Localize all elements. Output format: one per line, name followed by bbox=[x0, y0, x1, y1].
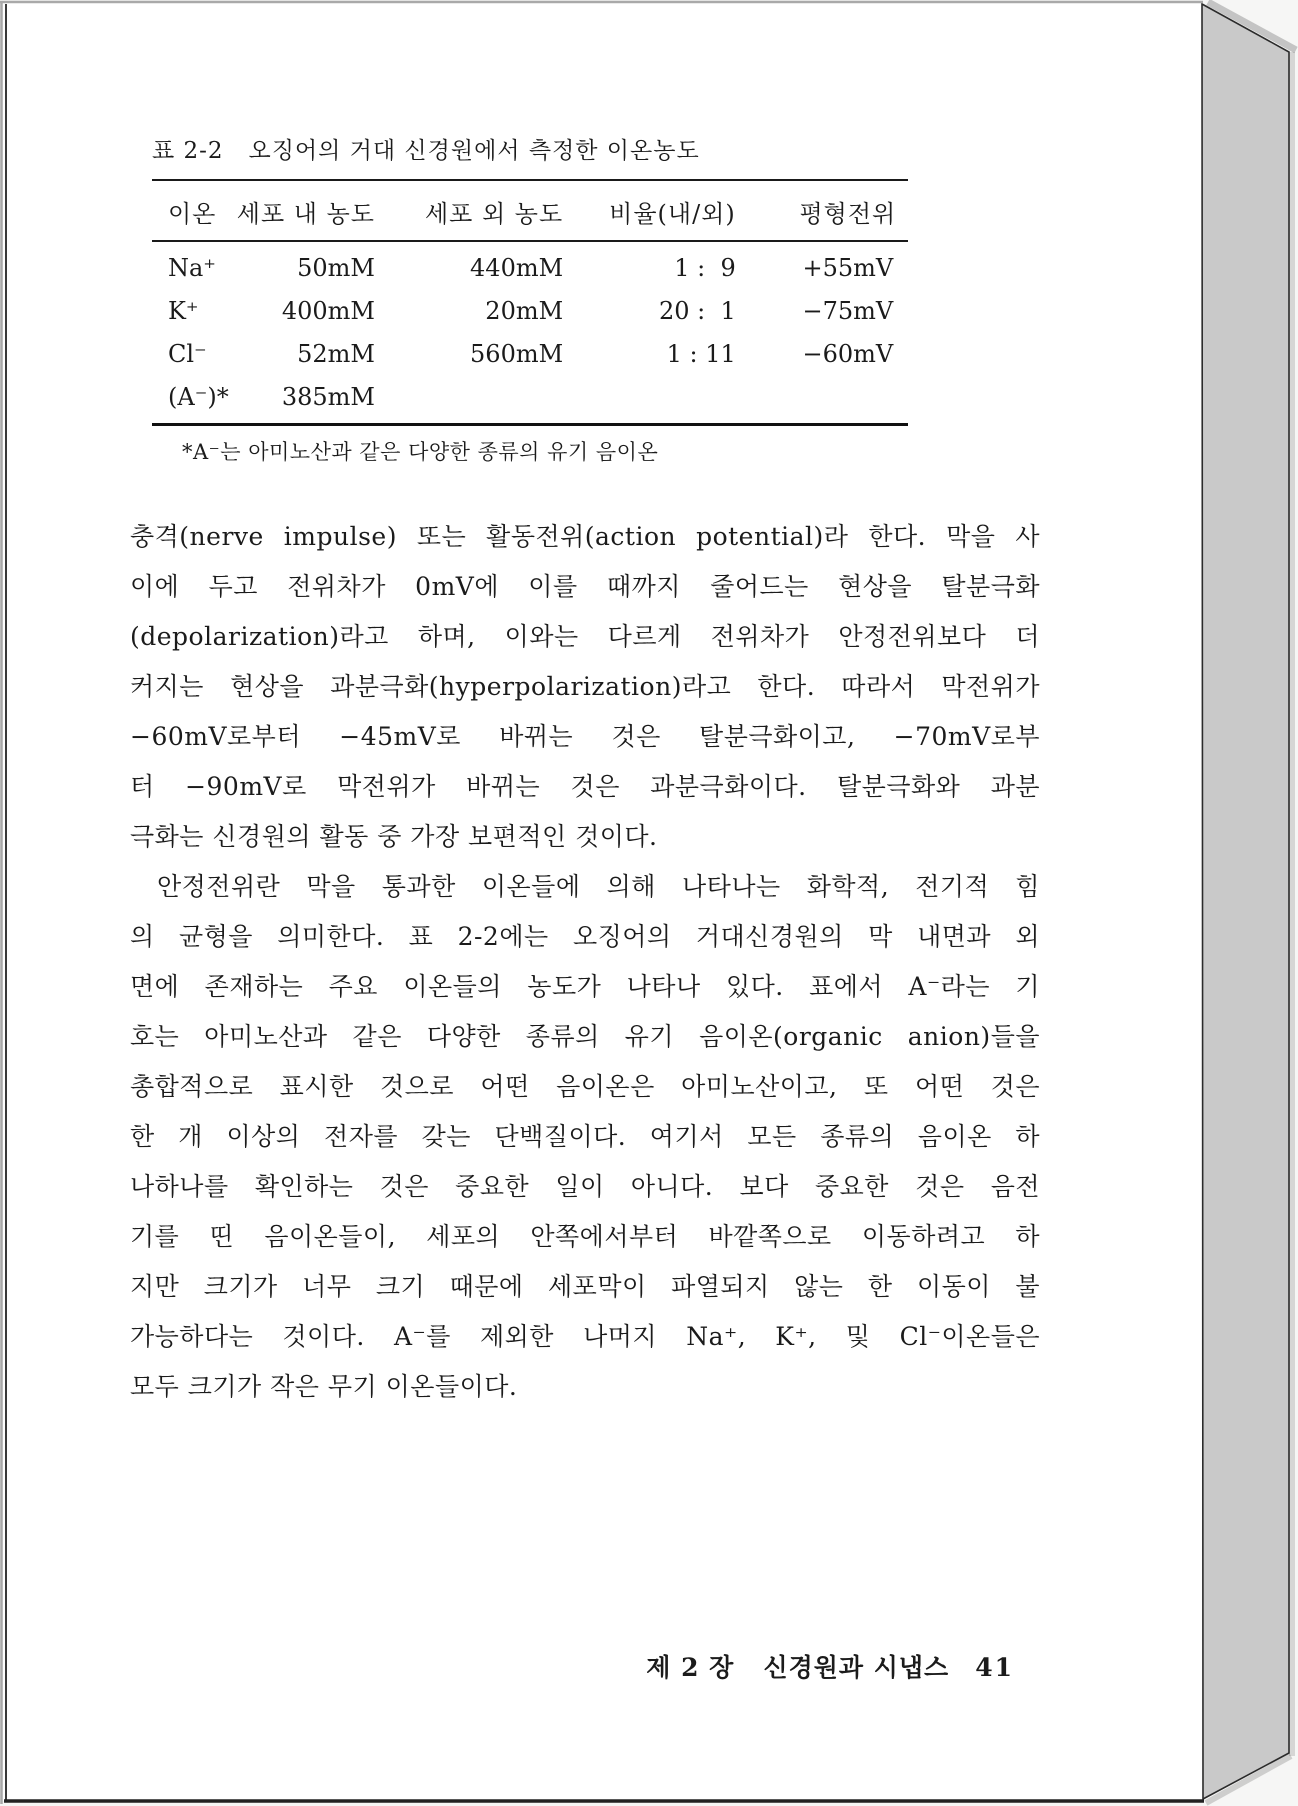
body-line: 한 개 이상의 전자를 갖는 단백질이다. 여기서 모든 종류의 음이온 하 bbox=[130, 1122, 1040, 1151]
table-row-na bbox=[152, 241, 908, 289]
cell-ion: Cl⁻ bbox=[168, 340, 207, 368]
cell-ion: K⁺ bbox=[168, 297, 199, 325]
body-line: 지만 크기가 너무 크기 때문에 세포막이 파열되지 않는 한 이동이 불 bbox=[130, 1272, 1040, 1301]
cell-ion: (A⁻)* bbox=[168, 383, 229, 411]
body-line: −60mV로부터 −45mV로 바뀌는 것은 탈분극화이고, −70mV로부 bbox=[130, 722, 1040, 751]
body-line: 면에 존재하는 주요 이온들의 농도가 나타나 있다. 표에서 A⁻라는 기 bbox=[130, 972, 1040, 1001]
page-content bbox=[130, 0, 1040, 1412]
body-line: 기를 띤 음이온들이, 세포의 안쪽에서부터 바깥쪽으로 이동하려고 하 bbox=[130, 1222, 1040, 1251]
body-text bbox=[130, 512, 1040, 1412]
ion-concentration-table bbox=[152, 179, 908, 426]
body-line: 터 −90mV로 막전위가 바뀌는 것은 과분극화이다. 탈분극화와 과분 bbox=[130, 772, 1040, 801]
cell-mv: −75mV bbox=[802, 297, 894, 325]
column-header-inside-conc: 세포 내 농도 bbox=[237, 180, 425, 241]
cell-out: 20mM bbox=[485, 297, 564, 325]
body-line: 커지는 현상을 과분극화(hyperpolarization)라고 한다. 따라서 막전위가 bbox=[130, 672, 1040, 701]
body-line: 의 균형을 의미한다. 표 2-2에는 오징어의 거대신경원의 막 내면과 외 bbox=[130, 922, 1040, 951]
body-line: 가능하다는 것이다. A⁻를 제외한 나머지 Na⁺, K⁺, 및 Cl⁻이온들은 bbox=[130, 1322, 1040, 1351]
cell-out bbox=[425, 375, 609, 425]
cell-mv: +55mV bbox=[802, 254, 894, 282]
table-header-row bbox=[152, 180, 908, 241]
cell-ratio: 20 : 1 bbox=[658, 297, 736, 325]
cell-in: 50mM bbox=[297, 254, 375, 282]
body-line: 충격(nerve impulse) 또는 활동전위(action potential)라 한다. 막을 사 bbox=[130, 522, 1040, 551]
body-line: 극화는 신경원의 활동 중 가장 보편적인 것이다. bbox=[130, 822, 658, 851]
table-row-k bbox=[152, 289, 908, 332]
body-line: 이에 두고 전위차가 0mV에 이를 때까지 줄어드는 현상을 탈분극화 bbox=[130, 572, 1040, 601]
column-header-ratio: 비율(내/외) bbox=[609, 180, 788, 241]
cell-mv bbox=[788, 375, 908, 425]
body-line: (depolarization)라고 하며, 이와는 다르게 전위차가 안정전위보다 더 bbox=[130, 622, 1040, 651]
cell-ratio: 1 : 9 bbox=[674, 254, 736, 282]
body-line: 안정전위란 막을 통과한 이온들에 의해 나타나는 화학적, 전기적 힘 bbox=[157, 872, 1040, 901]
body-line: 총합적으로 표시한 것으로 어떤 음이온은 아미노산이고, 또 어떤 것은 bbox=[130, 1072, 1040, 1101]
cell-mv: −60mV bbox=[802, 340, 894, 368]
cell-ion: Na⁺ bbox=[168, 254, 216, 282]
cell-ratio bbox=[609, 375, 788, 425]
table-footnote: *A⁻는 아미노산과 같은 다양한 종류의 유기 음이온 bbox=[182, 440, 659, 464]
cell-in: 385mM bbox=[281, 383, 375, 411]
table-caption: 표 2-2 오징어의 거대 신경원에서 측정한 이온농도 bbox=[152, 138, 700, 164]
cell-in: 52mM bbox=[297, 340, 375, 368]
column-header-equilibrium: 평형전위 bbox=[788, 180, 908, 241]
cell-out: 440mM bbox=[470, 254, 564, 282]
cell-in: 400mM bbox=[281, 297, 375, 325]
cell-out: 560mM bbox=[470, 340, 564, 368]
column-header-outside-conc: 세포 외 농도 bbox=[425, 180, 609, 241]
page-footer bbox=[130, 1648, 1040, 1684]
table-row-cl bbox=[152, 332, 908, 375]
cell-ratio: 1 : 11 bbox=[666, 340, 736, 368]
body-line: 모두 크기가 작은 무기 이온들이다. bbox=[130, 1372, 518, 1401]
body-line: 호는 아미노산과 같은 다양한 종류의 유기 음이온(organic anion)들을 bbox=[130, 1022, 1040, 1051]
body-line: 나하나를 확인하는 것은 중요한 일이 아니다. 보다 중요한 것은 음전 bbox=[130, 1172, 1040, 1201]
table-row-anion bbox=[152, 375, 908, 425]
page-number: 41 bbox=[975, 1653, 1014, 1682]
table-block bbox=[152, 132, 908, 466]
column-header-ion: 이온 bbox=[152, 180, 237, 241]
chapter-title: 제 2 장 신경원과 시냅스 bbox=[646, 1653, 950, 1682]
